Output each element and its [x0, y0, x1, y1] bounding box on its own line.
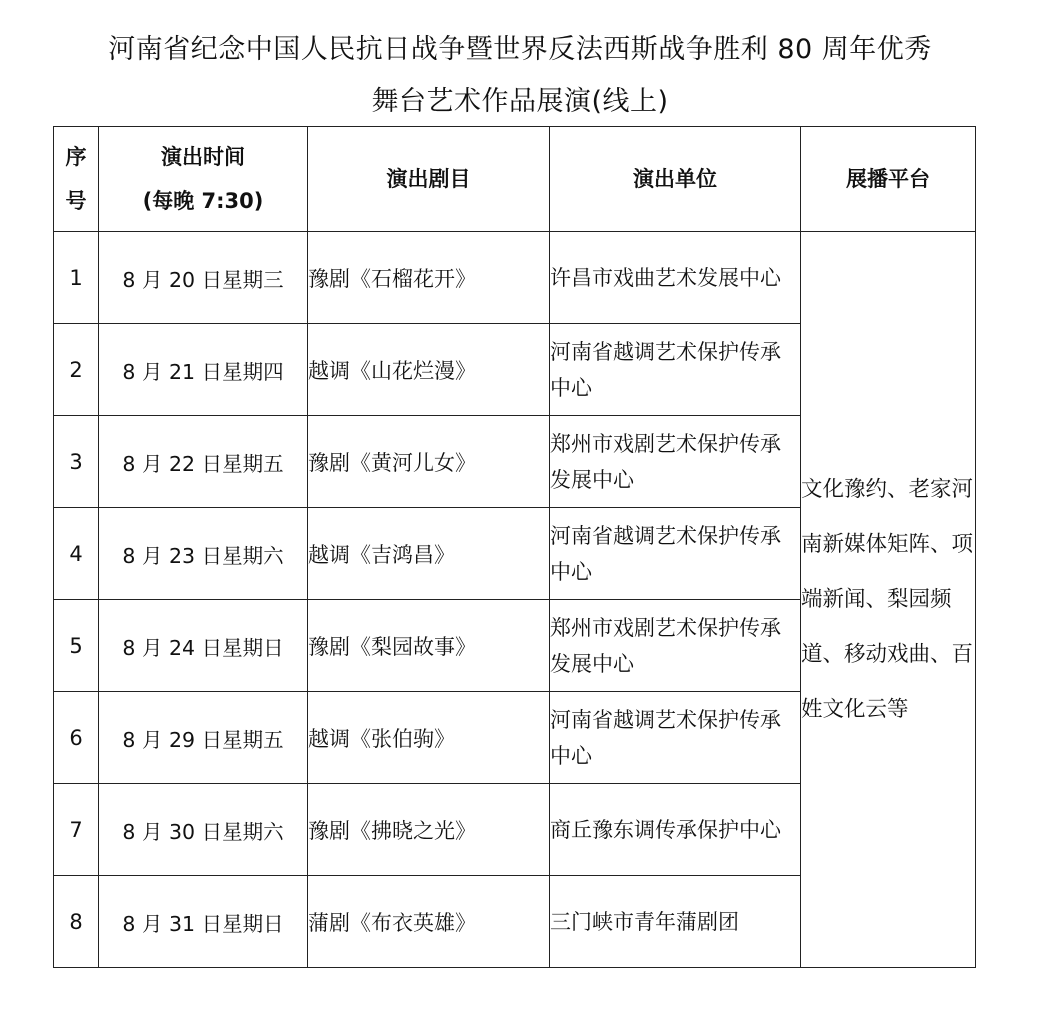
row-date: 8 月 22 日星期五 [99, 416, 308, 508]
row-play: 蒲剧《布衣英雄》 [308, 876, 550, 968]
row-unit: 三门峡市青年蒲剧团 [550, 876, 801, 968]
row-play: 豫剧《梨园故事》 [308, 600, 550, 692]
page-title-line-1: 河南省纪念中国人民抗日战争暨世界反法西斯战争胜利 80 周年优秀 [108, 34, 932, 65]
row-play: 豫剧《石榴花开》 [308, 232, 550, 324]
table-row [54, 232, 976, 324]
header-platform: 展播平台 [801, 127, 976, 232]
row-number: 4 [54, 508, 99, 600]
row-date: 8 月 30 日星期六 [99, 784, 308, 876]
row-date: 8 月 21 日星期四 [99, 324, 308, 416]
row-number: 3 [54, 416, 99, 508]
row-unit: 河南省越调艺术保护传承中心 [550, 692, 801, 784]
page-title-line-2: 舞台艺术作品展演(线上) [371, 86, 669, 117]
platform-cell: 文化豫约、老家河南新媒体矩阵、项端新闻、梨园频道、移动戏曲、百姓文化云等 [801, 232, 976, 968]
row-date: 8 月 24 日星期日 [99, 600, 308, 692]
row-play: 豫剧《拂晓之光》 [308, 784, 550, 876]
row-date: 8 月 23 日星期六 [99, 508, 308, 600]
header-number [54, 127, 99, 232]
header-unit: 演出单位 [550, 127, 801, 232]
row-date: 8 月 20 日星期三 [99, 232, 308, 324]
row-play: 越调《山花烂漫》 [308, 324, 550, 416]
row-number: 2 [54, 324, 99, 416]
row-number: 1 [54, 232, 99, 324]
row-play: 豫剧《黄河儿女》 [308, 416, 550, 508]
row-number: 6 [54, 692, 99, 784]
header-number-line-2: 号 [65, 189, 87, 213]
row-number: 7 [54, 784, 99, 876]
row-unit: 郑州市戏剧艺术保护传承发展中心 [550, 416, 801, 508]
header-play: 演出剧目 [308, 127, 550, 232]
row-unit: 许昌市戏曲艺术发展中心 [550, 232, 801, 324]
header-number-line-1: 序 [65, 145, 87, 169]
row-date: 8 月 29 日星期五 [99, 692, 308, 784]
row-unit: 郑州市戏剧艺术保护传承发展中心 [550, 600, 801, 692]
header-time-line-1: 演出时间 [161, 145, 245, 169]
header-time-line-2: (每晚 7:30) [142, 189, 264, 213]
row-date: 8 月 31 日星期日 [99, 876, 308, 968]
row-unit: 河南省越调艺术保护传承中心 [550, 324, 801, 416]
table-header-row [54, 127, 976, 232]
row-play: 越调《吉鸿昌》 [308, 508, 550, 600]
row-unit: 河南省越调艺术保护传承中心 [550, 508, 801, 600]
row-play: 越调《张伯驹》 [308, 692, 550, 784]
row-unit: 商丘豫东调传承保护中心 [550, 784, 801, 876]
header-time [99, 127, 308, 232]
row-number: 8 [54, 876, 99, 968]
schedule-table [53, 126, 976, 968]
row-number: 5 [54, 600, 99, 692]
